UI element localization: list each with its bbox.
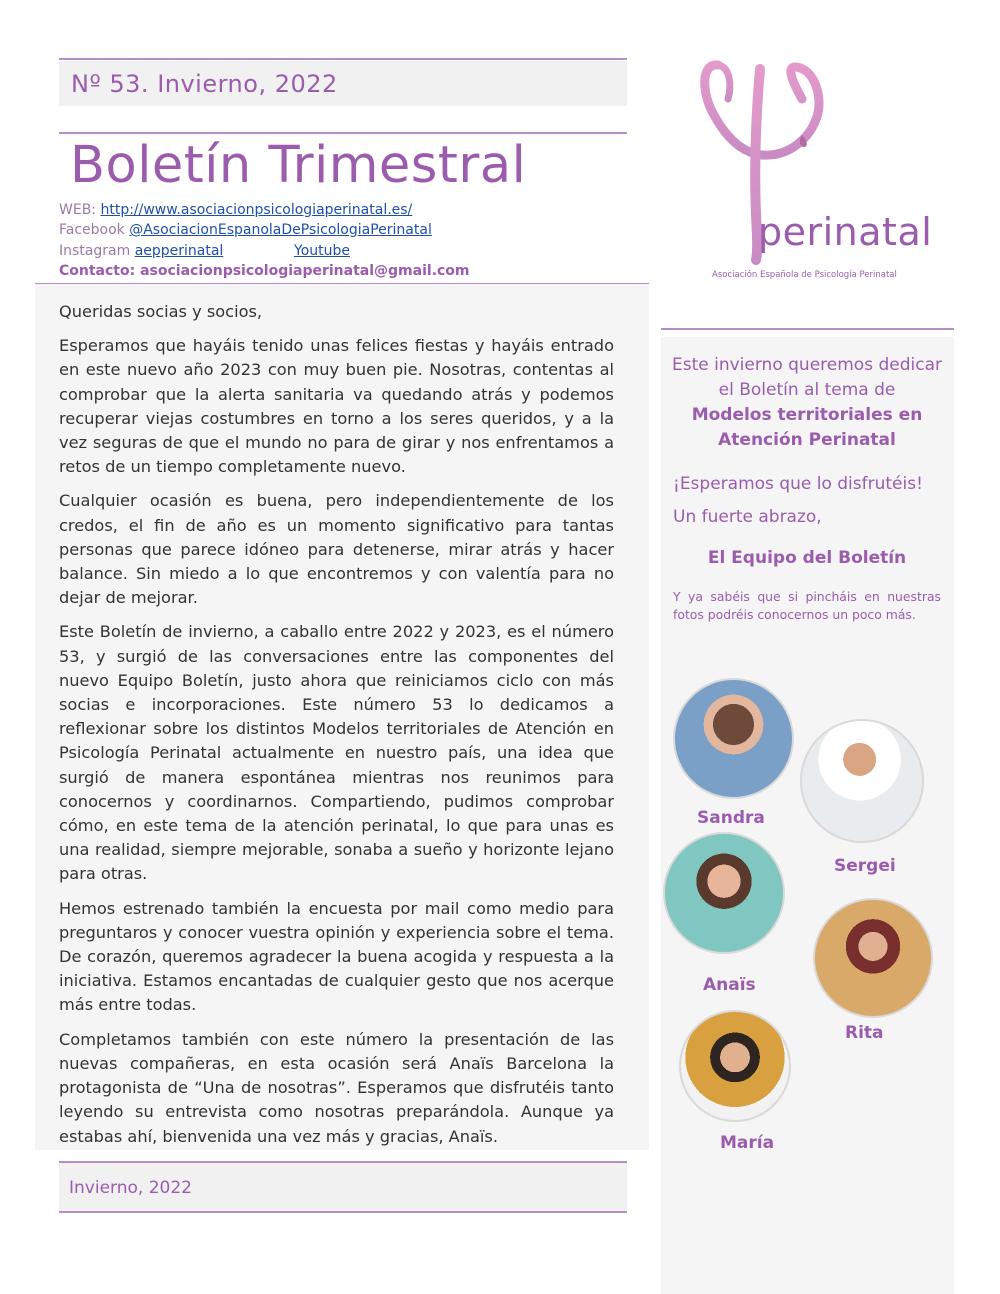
web-line [59,202,412,218]
youtube-line [294,243,350,259]
facebook-link[interactable]: @AsociacionEspanolaDePsicologiaPerinatal [129,222,432,238]
contact-email[interactable]: Contacto: asociacionpsicologiaperinatal@gmail.com [59,263,470,279]
paragraph: Hemos estrenado también la encuesta por mail como medio para preguntaros y conocer vuestra opinión y experiencia sobre el tema. De corazón, queremos agradecer la buena acogida y respuesta a la iniciativa. Estamos encantadas de cualquier gesto que nos acerque más entre todas. [59,898,614,1015]
intro-text: Este invierno queremos dedicar el Boletín al tema de [672,355,942,400]
rita-photo[interactable] [813,898,933,1018]
issue-number: Nº 53. Invierno, 2022 [71,70,338,98]
footer-text: Invierno, 2022 [69,1178,192,1198]
web-label: WEB: [59,202,101,218]
web-link[interactable]: http://www.asociacionpsicologiaperinatal.es/ [100,202,413,218]
instagram-line [59,243,223,259]
maria-photo[interactable] [679,1010,791,1122]
paragraph: Cualquier ocasión es buena, pero independientemente de los credos, el fin de año es un momento significativo para tantas personas que parece idóneo para detenerse, mirar atrás y hacer balance. Sin miedo a lo que encontremos y con valentía para no dejar de mejorar. [59,491,614,608]
hug-text: Un fuerte abrazo, [673,507,822,527]
paragraph: Completamos también con este número la presentación de las nuevas compañeras, en esta ocasión será Anaïs Barcelona la protagonista de “Una de nosotras”. Esperamos que disfrutéis tanto leyendo su entrevista como nosotras preparándola. Aunque ya estabas ahí, bienvenida una vez más y gracias, Anaïs. [59,1029,614,1146]
facebook-label: Facebook [59,222,130,238]
person-name: Anaïs [703,975,756,995]
instagram-label: Instagram [59,243,135,259]
sidebar-intro [668,353,946,453]
paragraph: Esperamos que hayáis tenido unas felices fiestas y hayáis entrado en este nuevo año 2023 con muy buen pie. Nosotras, contentas al comprobar que la alerta sanitaria va quedando atrás y podemos recuperar viejas costumbres en torno a los seres queridos, y a la vez seguras de que el mundo no para de girar y nos enfrentamos a retos de un tiempo completamente nuevo. [59,336,614,477]
contact-line [59,263,470,279]
logo-wordmark: perinatal [758,210,933,254]
person-name: María [720,1133,775,1153]
instagram-link[interactable]: aepperinatal [134,243,224,259]
team-signature: El Equipo del Boletín [707,548,907,568]
page-title: Boletín Trimestral [70,136,527,195]
footer-bottom-rule [59,1211,627,1213]
photos-note: Y ya sabéis que si pincháis en nuestras fotos podréis conocernos un poco más. [673,589,941,622]
anais-photo[interactable] [663,832,785,954]
person-name: Sandra [697,808,765,828]
sidebar-rule [661,328,954,330]
person-name: Sergei [834,856,896,876]
person-name: Rita [845,1023,884,1043]
logo-subtitle: Asociación Española de Psicología Perinatal [712,270,897,280]
facebook-line [59,222,432,238]
intro-topic: Modelos territoriales en Atención Perinatal [691,405,923,450]
top-rule [59,58,627,60]
sergei-photo[interactable] [800,719,924,843]
sandra-photo[interactable] [673,678,794,799]
enjoy-text: ¡Esperamos que lo disfrutéis! [673,474,923,494]
paragraph: Este Boletín de invierno, a caballo entre 2022 y 2023, es el número 53, y surgió de las conversaciones entre las componentes del nuevo Equipo Boletín, justo ahora que reiniciamos ciclo con más socias e incorporaciones. Este número 53 lo dedicamos a reflexionar sobre los distintos Modelos territoriales de Atención en Psicología Perinatal actualmente en nuestro país, una idea que surgió de manera espontánea mientras nos reunimos para conocernos y coordinarnos. Compartiendo, pudimos comprobar cómo, en este tema de la atención perinatal, lo que para unas es una realidad, siempre mejorable, sonaba a sueño y horizonte lejano para otras. [59,622,614,884]
youtube-link[interactable]: Youtube [294,243,350,259]
body-text [59,300,614,1159]
title-rule [59,132,627,134]
greeting: Queridas socias y socios, [59,302,263,321]
